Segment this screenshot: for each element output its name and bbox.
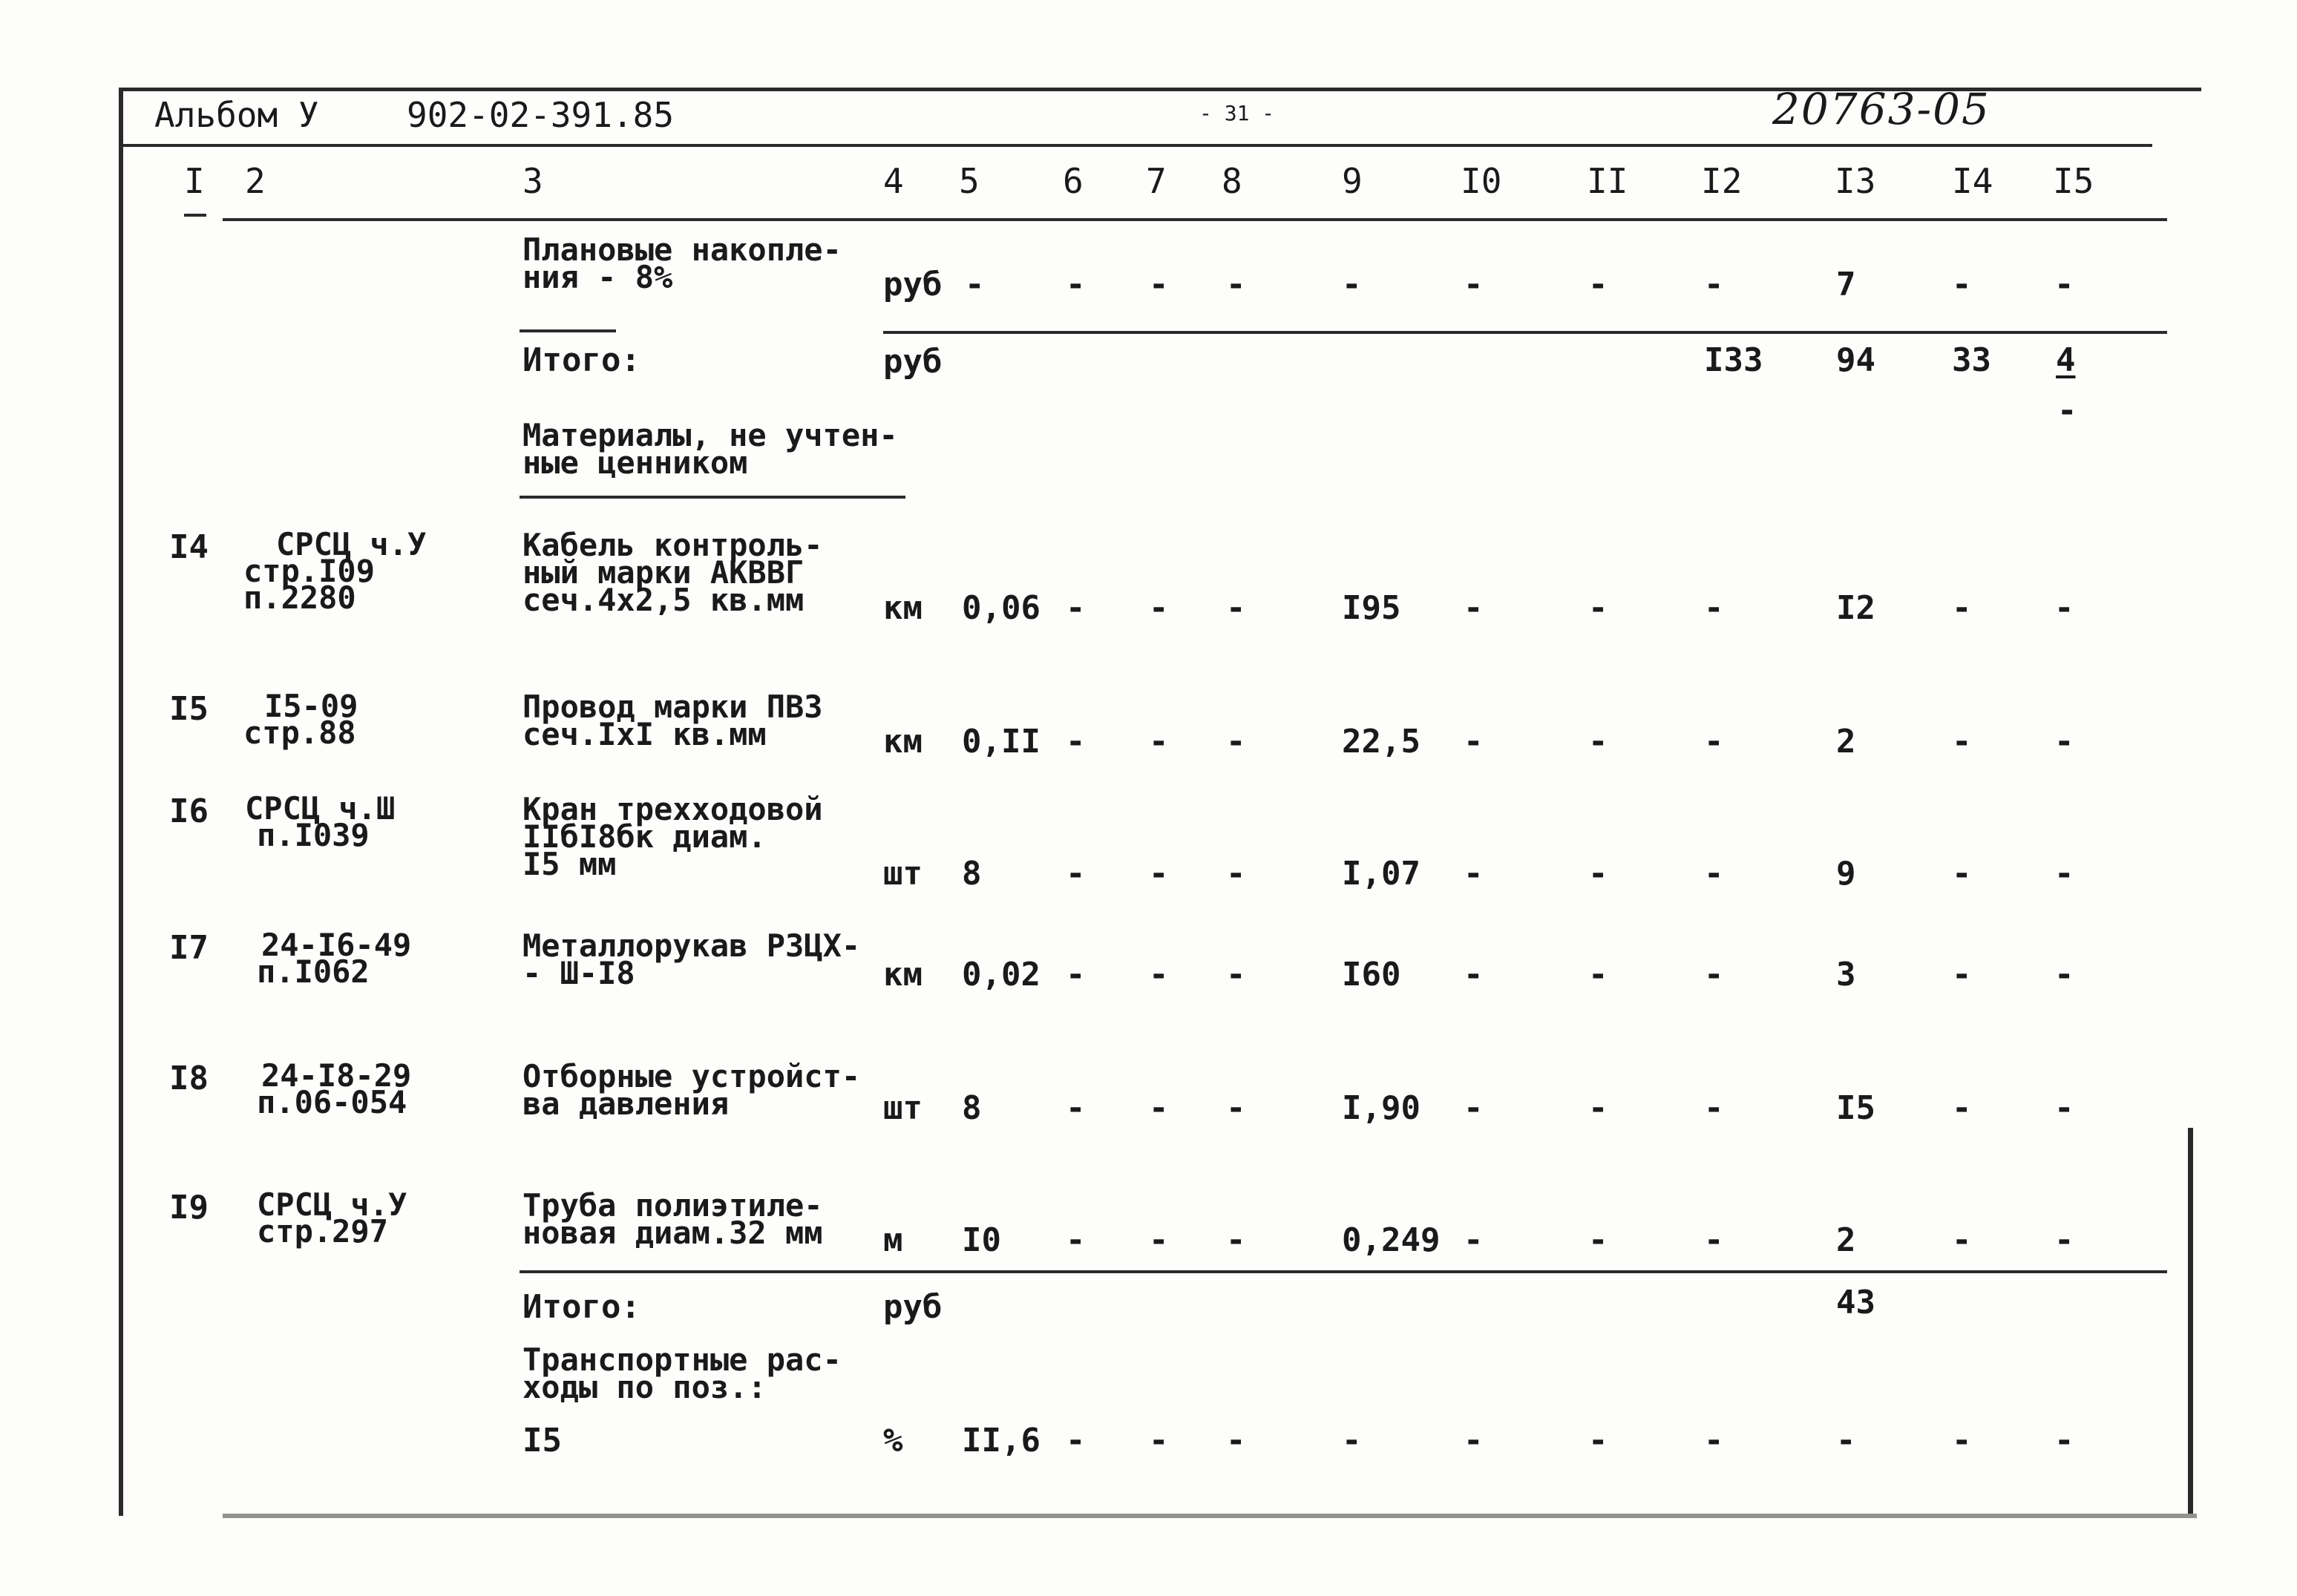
cell-col15-dash: - — [2057, 392, 2077, 430]
cell-col15: - — [2054, 723, 2074, 761]
row-number: I4 — [169, 528, 209, 566]
cell-col6: - — [1066, 1422, 1086, 1459]
cell-col6: - — [1066, 1089, 1086, 1127]
cell-col15: - — [2054, 1422, 2074, 1459]
cell-col10: - — [1464, 855, 1484, 893]
item-name: сеч.IхI кв.мм — [522, 716, 767, 752]
cell-col7: - — [1149, 1221, 1169, 1259]
cell-col15: - — [2054, 855, 2074, 893]
document-number: 20763-05 — [1772, 84, 1990, 134]
cell-col6: - — [1066, 589, 1086, 627]
cell-col6: - — [1066, 723, 1086, 761]
cell-col8: - — [1226, 589, 1246, 627]
column-number: II — [1587, 161, 1628, 201]
unit-cell: руб — [883, 266, 943, 303]
item-name: Кран трехходовой — [522, 791, 823, 827]
cell-col5: 0,06 — [962, 589, 1041, 627]
item-name: Кабель контроль- — [522, 527, 823, 563]
cell-col15: - — [2054, 589, 2074, 627]
cell-col11: - — [1588, 1089, 1608, 1127]
row-number: I9 — [169, 1189, 209, 1226]
cell-col13: 9 — [1836, 855, 1856, 893]
source-reference: 24-I8-29 — [261, 1057, 412, 1094]
cell-col11: - — [1588, 956, 1608, 994]
cell-col13: 94 — [1836, 341, 1875, 379]
cell-col9: - — [1342, 1422, 1362, 1459]
column-number: 9 — [1342, 161, 1363, 201]
item-name: ва давления — [522, 1086, 730, 1122]
source-reference: п.I062 — [257, 953, 370, 990]
unit-cell: % — [883, 1422, 903, 1459]
cell-col8: - — [1226, 1089, 1246, 1127]
cell-col6: - — [1066, 855, 1086, 893]
cell-col10: - — [1464, 1221, 1484, 1259]
cell-col11: - — [1588, 589, 1608, 627]
cell-col9: I,90 — [1342, 1089, 1421, 1127]
column-header-rule — [223, 218, 2167, 221]
cell-col6: - — [1066, 956, 1086, 994]
cell-col5: II,6 — [962, 1422, 1041, 1459]
section-heading-underline — [520, 496, 905, 499]
source-reference: I5-09 — [264, 688, 358, 724]
column-number: 6 — [1063, 161, 1084, 201]
cell-col13: 2 — [1836, 723, 1856, 761]
item-name: Труба полиэтиле- — [522, 1187, 823, 1224]
column-number: I0 — [1461, 161, 1502, 201]
planned-savings-rule — [883, 331, 2167, 334]
cell-col12: - — [1704, 1221, 1724, 1259]
unit-cell: руб — [883, 1288, 943, 1326]
cell-col12: - — [1704, 855, 1724, 893]
cell-col9: 0,249 — [1342, 1221, 1441, 1259]
cell-col6: - — [1066, 1221, 1086, 1259]
column-number: I4 — [1952, 161, 1993, 201]
cell-col14: - — [1952, 589, 1972, 627]
row-number: I8 — [169, 1060, 209, 1097]
column-number: 5 — [959, 161, 980, 201]
cell-col13: 7 — [1836, 266, 1856, 303]
project-code: 902-02-391.85 — [407, 95, 675, 135]
cell-col7: - — [1149, 956, 1169, 994]
item-name: Металлорукав РЗЦХ- — [522, 927, 861, 964]
unit-cell: шт — [883, 1089, 923, 1127]
cell-col14: - — [1952, 1089, 1972, 1127]
cell-col14: - — [1952, 723, 1972, 761]
cell-col10: - — [1464, 266, 1484, 303]
cell-col12: - — [1704, 1422, 1724, 1459]
cell-col12: - — [1704, 956, 1724, 994]
row-number: I6 — [169, 792, 209, 830]
unit-cell: шт — [883, 855, 923, 893]
cell-col13: - — [1836, 1422, 1856, 1459]
cell-col5: - — [965, 266, 985, 303]
cell-col12: I33 — [1704, 341, 1763, 379]
item-name: новая диам.32 мм — [522, 1215, 823, 1251]
section-heading: Материалы, не учтен- — [522, 417, 898, 453]
position-reference: I5 — [522, 1422, 562, 1459]
cell-col5: 0,02 — [962, 956, 1041, 994]
cell-col13: 3 — [1836, 956, 1856, 994]
cell-col15: - — [2054, 266, 2074, 303]
cell-col5: 8 — [962, 1089, 982, 1127]
cell-col10: - — [1464, 723, 1484, 761]
unit-cell: м — [883, 1221, 903, 1259]
item-name: Транспортные рас- — [522, 1342, 842, 1378]
cell-col14: - — [1952, 1422, 1972, 1459]
source-reference: 24-I6-49 — [261, 927, 412, 963]
rule-stub — [520, 329, 616, 332]
item-name: ния - 8% — [522, 259, 673, 295]
source-reference: п.06-054 — [257, 1084, 407, 1120]
cell-col10: - — [1464, 1089, 1484, 1127]
source-reference: СРСЦ ч.Ш — [245, 790, 396, 827]
cell-col7: - — [1149, 266, 1169, 303]
column-number: 4 — [883, 161, 904, 201]
item-name: IIбI8бк диам. — [522, 818, 767, 855]
cell-col7: - — [1149, 723, 1169, 761]
cell-col7: - — [1149, 589, 1169, 627]
column-number: 3 — [522, 161, 543, 201]
unit-cell: руб — [883, 343, 943, 381]
column-number: I — [184, 161, 205, 201]
item-name: сеч.4х2,5 кв.мм — [522, 582, 805, 618]
column-number: 2 — [245, 161, 266, 201]
cell-col13: I2 — [1836, 589, 1875, 627]
cell-col13: 43 — [1836, 1284, 1875, 1321]
cell-col14: - — [1952, 1221, 1972, 1259]
cell-col9: I,07 — [1342, 855, 1421, 893]
cell-col5: 8 — [962, 855, 982, 893]
unit-cell: км — [883, 589, 923, 627]
cell-col5: I0 — [962, 1221, 1001, 1259]
column-number: I5 — [2053, 161, 2094, 201]
cell-col6: - — [1066, 266, 1086, 303]
cell-col15: 4 — [2056, 341, 2076, 379]
source-reference: стр.88 — [243, 715, 356, 751]
cell-col11: - — [1588, 855, 1608, 893]
cell-col8: - — [1226, 1422, 1246, 1459]
cell-col8: - — [1226, 1221, 1246, 1259]
cell-col14: - — [1952, 855, 1972, 893]
unit-cell: км — [883, 723, 923, 761]
source-reference: п.I039 — [257, 817, 370, 853]
row-number: I7 — [169, 929, 209, 967]
cell-col5: 0,II — [962, 723, 1041, 761]
cell-col12: - — [1704, 589, 1724, 627]
row-number: I5 — [169, 690, 209, 728]
column-number: I3 — [1835, 161, 1876, 201]
source-reference: п.2280 — [243, 579, 356, 616]
cell-col9: 22,5 — [1342, 723, 1421, 761]
cell-col9: - — [1342, 266, 1362, 303]
cell-col8: - — [1226, 855, 1246, 893]
cell-col11: - — [1588, 1422, 1608, 1459]
cell-col8: - — [1226, 266, 1246, 303]
item-name: I5 мм — [522, 846, 617, 882]
cell-col7: - — [1149, 1089, 1169, 1127]
cell-col12: - — [1704, 266, 1724, 303]
cell-col13: 2 — [1836, 1221, 1856, 1259]
cell-col9: I95 — [1342, 589, 1401, 627]
page-number: - 31 - — [1199, 101, 1275, 125]
cell-col14: 33 — [1952, 341, 1991, 379]
cell-col15: - — [2054, 1089, 2074, 1127]
item-name: - Ш-I8 — [522, 955, 635, 991]
cell-col9: I60 — [1342, 956, 1401, 994]
column-number: I2 — [1701, 161, 1743, 201]
cell-col14: - — [1952, 266, 1972, 303]
cell-col13: I5 — [1836, 1089, 1875, 1127]
cell-col11: - — [1588, 723, 1608, 761]
cell-col7: - — [1149, 1422, 1169, 1459]
cell-col14: - — [1952, 956, 1972, 994]
item-name: Отборные устройст- — [522, 1058, 861, 1094]
total-label: Итого: — [522, 1288, 640, 1326]
item-name: Провод марки ПВЗ — [522, 689, 823, 725]
cell-col12: - — [1704, 723, 1724, 761]
item-name: Плановые накопле- — [522, 231, 842, 268]
cell-col11: - — [1588, 1221, 1608, 1259]
cell-col15: - — [2054, 956, 2074, 994]
column-number: 7 — [1146, 161, 1167, 201]
total-label: Итого: — [522, 341, 640, 379]
source-reference: стр.297 — [257, 1213, 389, 1249]
cell-col8: - — [1226, 723, 1246, 761]
item-name: ходы по поз.: — [522, 1369, 767, 1405]
cell-col11: - — [1588, 266, 1608, 303]
materials-rule — [520, 1270, 2167, 1273]
cell-col10: - — [1464, 589, 1484, 627]
album-label: Альбом У — [154, 95, 319, 135]
column-number: 8 — [1222, 161, 1242, 201]
frame-right-border — [2188, 1128, 2193, 1514]
section-heading: ные ценником — [522, 444, 748, 481]
header-rule — [119, 144, 2152, 147]
source-reference: СРСЦ ч.У — [257, 1186, 407, 1223]
cell-col8: - — [1226, 956, 1246, 994]
source-reference: СРСЦ ч.У — [276, 526, 427, 562]
rule-stub — [184, 214, 206, 217]
cell-col15: - — [2054, 1221, 2074, 1259]
cell-col7: - — [1149, 855, 1169, 893]
unit-cell: км — [883, 956, 923, 994]
cell-col10: - — [1464, 956, 1484, 994]
source-reference: стр.I09 — [243, 553, 376, 589]
item-name: ный марки АКВВГ — [522, 554, 805, 591]
cell-col10: - — [1464, 1422, 1484, 1459]
frame-bottom-border — [223, 1514, 2197, 1518]
cell-col12: - — [1704, 1089, 1724, 1127]
